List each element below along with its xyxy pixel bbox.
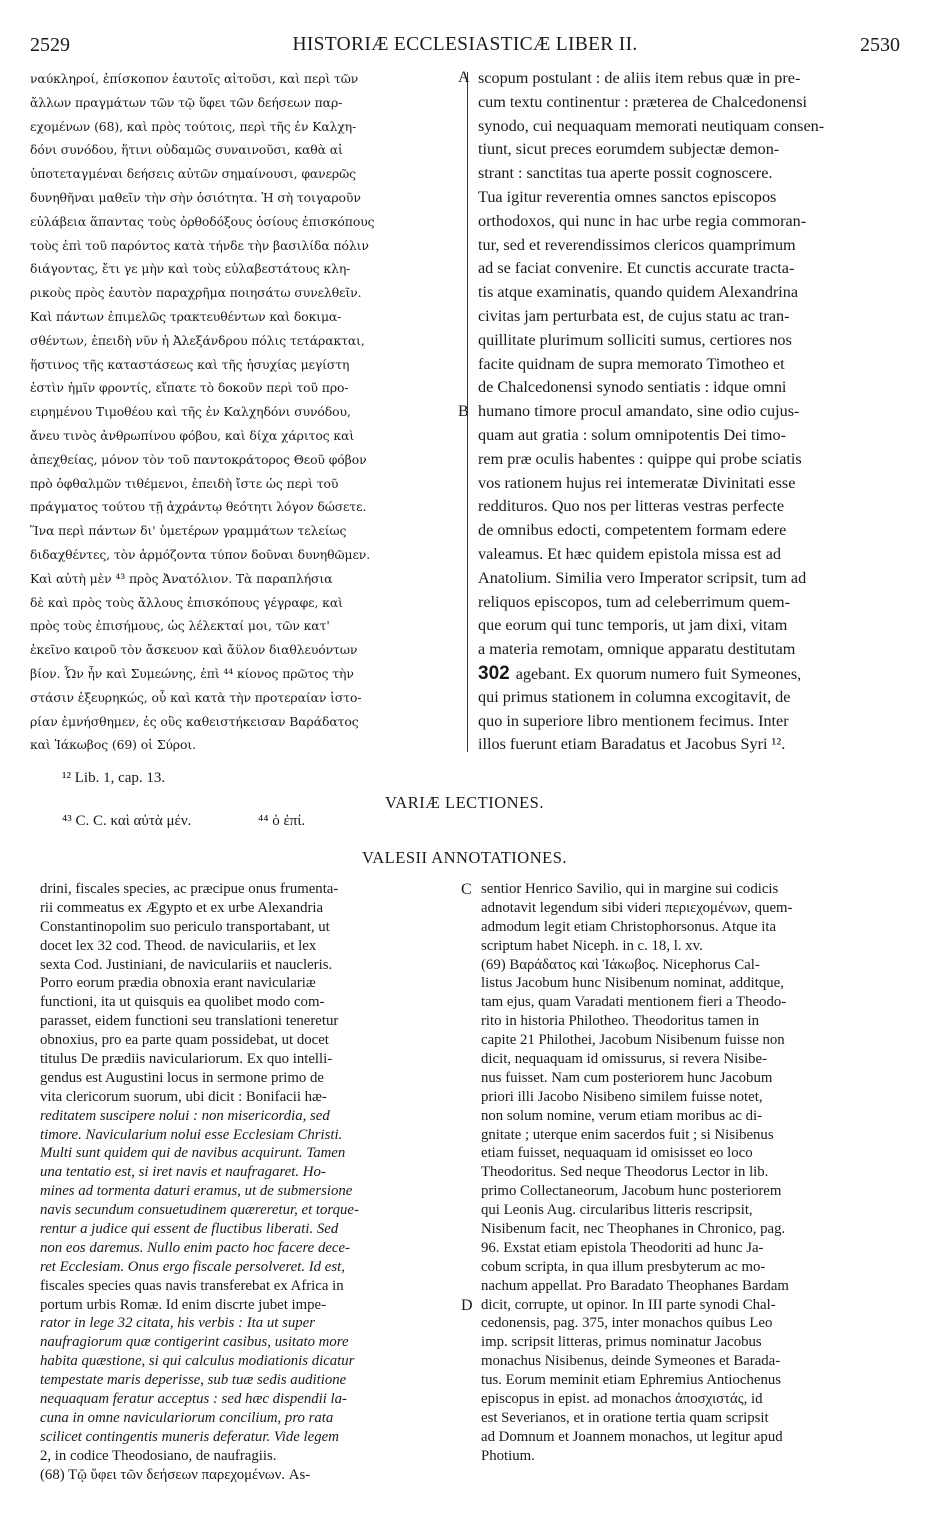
- annotation-line: rentur a judice qui essent de fluctibus liberati. Sed: [40, 1221, 339, 1238]
- greek-text-line: ρίαν ἐμνήσθημεν, ἐς οὓς καθειστήκεισαν Βαράδατος: [30, 713, 359, 729]
- greek-text-line: εὐλάβεια ἅπαντας τοὺς ὀρθοδόξους ὁσίους ἐπισκόπους: [30, 213, 375, 229]
- annotation-line: obnoxius, pro ea parte quam possidebat, ut docet: [40, 1032, 329, 1049]
- latin-text-line: tis atque examinatis, quando quidem Alexandrina: [478, 283, 799, 302]
- annotation-line: nequaquam feratur acceptus : sed hæc dispendii la-: [40, 1391, 347, 1408]
- greek-text-line: δὲ καὶ πρὸς τοὺς ἄλλους ἐπισκόπους γέγραφε, καὶ: [30, 594, 343, 610]
- latin-text-line: qui primus stationem in columna excogitavit, de: [478, 687, 791, 706]
- annotation-line: episcopus in epist. ad monachos ἀποσχιστάς, id: [481, 1391, 763, 1408]
- latin-text-line: reliquos episcopos, tum ad celeberrimum quem-: [478, 592, 790, 611]
- greek-text-line: δόνι συνόδου, ἥτινι οὐδαμῶς συναινοῦσι, καθὰ αἱ: [30, 142, 343, 158]
- annotation-line: cobum scripta, in qua illum presbyterum ac mo-: [481, 1258, 766, 1275]
- annotation-line: non solum nomine, verum etiam moribus ac di-: [481, 1107, 763, 1124]
- margin-page-number: 302: [478, 662, 510, 684]
- greek-text-line: πρὸ ὀφθαλμῶν τιθέμενοι, ἐπειδὴ ἴστε ὡς περὶ τοῦ: [30, 475, 339, 491]
- latin-text-line: reddituros. Quo nos per litteras vestras perfecte: [478, 497, 785, 516]
- annotation-line: nachum appellat. Pro Baradato Theophanes Bardam: [481, 1277, 789, 1294]
- annotation-line: Multi sunt quidem qui de navibus acquirunt. Tamen: [40, 1145, 346, 1162]
- annotation-line: scilicet contingentis muneris deferatur. Vide legem: [40, 1428, 339, 1445]
- annotations-left-column: [40, 880, 460, 1485]
- latin-text-column: [478, 67, 900, 757]
- greek-text-line: πράγματος τούτου τῇ ἀχράντῳ θεότητι λόγον δώσετε.: [30, 499, 367, 515]
- page-header: [30, 34, 900, 58]
- annotation-line: cuna in omne naviculariorum concilium, pro rata: [40, 1409, 334, 1426]
- margin-marker-a: A: [458, 69, 470, 86]
- annotation-line: tus. Eorum meminit etiam Ephremius Antiochenus: [481, 1372, 782, 1389]
- annotation-line: scriptum habet Niceph. in c. 18, l. xv.: [481, 937, 703, 954]
- greek-text-line: ὑποτεταγμέναι δεήσεις αὐτῶν σημαίνουσι, φανερῶς: [30, 166, 356, 182]
- latin-text-line: valeamus. Et hæc quidem epistola missa est ad: [478, 544, 782, 563]
- annotation-line: Photium.: [481, 1447, 535, 1464]
- latin-text-line: tur, sed et reverendissimos clericos quamprimum: [478, 235, 796, 254]
- annotation-line: fiscales species quas navis transferebat ex Africa in: [40, 1277, 344, 1294]
- greek-text-line: ειρημένου Τιμοθέου καὶ τῆς ἐν Καλχηδόνι συνόδου,: [30, 404, 351, 420]
- annotation-line: dicit, corrupte, ut opinor. In III parte synodi Chal-: [481, 1296, 776, 1313]
- annotation-line: habita quæstione, si qui calculus modiationis dicatur: [40, 1353, 355, 1370]
- latin-text-line: scopum postulant : de aliis item rebus quæ in pre-: [478, 69, 801, 87]
- greek-text-line: Καὶ πάντων ἐπιμελῶς τρακτευθέντων καὶ δοκιμα-: [30, 308, 342, 324]
- annotation-line: nus fuisset. Nam cum posteriorem hunc Jacobum: [481, 1069, 773, 1086]
- latin-text-line: vos rationem hujus rei intemeratæ Divinitati esse: [478, 473, 796, 492]
- annotation-line: portum urbis Romæ. Id enim discrte jubet impe-: [40, 1296, 327, 1313]
- greek-text-line: ρικοὺς πρὸς ἑαυτὸν παραχρῆμα ποιησάτω συνελθεῖν.: [30, 285, 362, 301]
- greek-text-line: ἄνευ τινὸς ἀνθρωπίνου φόβου, καὶ δίχα χάριτος καὶ: [30, 427, 355, 443]
- latin-text-line: de Chalcedonensi synodo sentiatis : idque omni: [478, 378, 787, 397]
- annotation-line: parasset, eidem functioni seu translationi teneretur: [40, 1013, 339, 1030]
- annotation-line: cedonensis, pag. 375, inter monachos quibus Leo: [481, 1315, 773, 1332]
- page-number-right: 2530: [860, 34, 900, 56]
- annotation-line: sentior Henrico Savilio, qui in margine sui codicis: [481, 881, 779, 897]
- annotation-line: Theodoritus. Sed neque Theodorus Lector in lib.: [481, 1164, 769, 1181]
- greek-text-line: πρὸς τοὺς ἐπισήμους, ὡς λέλεκταί μοι, τῶν κατ': [30, 618, 330, 634]
- annotation-line: qui Leonis Aug. circularibus litteris rescripsit,: [481, 1202, 753, 1219]
- annotation-line: navis secundum consuetudinem quæreretur, et torque-: [40, 1202, 359, 1219]
- annotation-line: titulus De prædiis naviculariorum. Ex quo intelli-: [40, 1051, 333, 1068]
- latin-text-line: que eorum qui tunc temporis, ut jam dixi, vitam: [478, 616, 788, 635]
- greek-text-line: ναύκληροί, ἐπίσκοπον ἑαυτοῖς αἰτοῦσι, καὶ περὶ τῶν: [30, 71, 359, 86]
- annotation-line: admodum legit etiam Christophorsonus. Atque ita: [481, 918, 777, 935]
- annotations-right-column: [481, 880, 901, 1466]
- annotation-line: rito in historia Philotheo. Theodoritus tamen in: [481, 1013, 759, 1030]
- annotation-line: sexta Cod. Justiniani, de naviculariis et naucleris.: [40, 956, 333, 973]
- annotation-line: Porro eorum prædia obnoxia erant naviculariæ: [40, 975, 316, 992]
- latin-text-line: strant : sanctitas tua aperte possit cognoscere.: [478, 164, 773, 183]
- variae-lectiones-title: VARIÆ LECTIONES.: [385, 793, 544, 812]
- greek-text-line: εχομένων (68), καὶ πρὸς τούτοις, περὶ τῆς ἐν Καλχη-: [30, 118, 357, 134]
- latin-text-line: quam aut gratia : solum omnipotentis Dei timo-: [478, 425, 786, 444]
- greek-text-column: [30, 67, 462, 757]
- footnote-latin: ¹² Lib. 1, cap. 13.: [62, 770, 166, 786]
- latin-text-line: de omnibus edocti, competentem formam edere: [478, 521, 787, 540]
- greek-text-line: ἐκεῖνο καιροῦ τὸν ἄσκευον καὶ ἄϋλον διαθλευόντων: [30, 642, 358, 658]
- greek-text-line: διάγοντας, ἔτι γε μὴν καὶ τοὺς εὐλαβεστάτους κλη-: [30, 261, 351, 277]
- latin-text-line: 302 agebant. Ex quorum numero fuit Symeones,: [478, 662, 802, 684]
- annotation-line: est Severianos, et in oratione tertia quam scripsit: [481, 1409, 769, 1426]
- annotation-line: Constantinopolim suo periculo transportabant, ut: [40, 918, 330, 935]
- latin-text-line: civitas jam perturbata est, de cujus statu ac tran-: [478, 306, 790, 325]
- annotation-line: primo Collectaneorum, Jacobum hunc posteriorem: [481, 1183, 782, 1200]
- annotation-line: gnitate ; uterque enim sacerdos fuit ; si Nisibenus: [481, 1126, 774, 1143]
- annotation-line: 2, in codice Theodosiano, de naufragiis.: [40, 1447, 277, 1464]
- annotation-line: gendus est Augustini locus in sermone primo de: [40, 1069, 324, 1086]
- greek-text-line: τοὺς ἐπὶ τοῦ παρόντος κατὰ τήνδε τὴν βασιλίδα πόλιν: [30, 237, 369, 253]
- annotation-line: una tentatio est, si iret navis et naufragaret. Ho-: [40, 1164, 326, 1181]
- greek-text-line: ἥστινος τῆς καταστάσεως καὶ τῆς ἡσυχίας μεγίστη: [30, 356, 350, 372]
- latin-text-line: synodo, cui nequaquam memorati neutiquam consen-: [478, 116, 825, 135]
- latin-text-line: Tua igitur reverentia omnes sanctos episcopos: [478, 187, 777, 206]
- greek-text-line: διδαχθέντες, τὸν ἁρμόζοντα τύπον δοῦναι δυνηθῶμεν.: [30, 546, 371, 562]
- annotation-line: mines ad tormenta daturi eramus, ut de submersione: [40, 1183, 353, 1200]
- annotation-line: ret Ecclesiam. Onus ergo fiscale persolveret. Id est,: [40, 1258, 345, 1275]
- margin-marker-d: D: [461, 1297, 473, 1314]
- latin-text-line: orthodoxos, qui nunc in hac urbe regia commoran-: [478, 211, 807, 230]
- annotation-line: reditatem suscipere nolui : non misericordia, sed: [40, 1107, 330, 1124]
- annotation-line: (69) Βαράδατος καὶ Ἰάκωβος. Nicephorus Cal-: [481, 956, 760, 973]
- annotation-line: functioni, ita ut quisquis ea quolibet modo com-: [40, 994, 325, 1011]
- latin-text-line: tiunt, sicut preces eorumdem subjectæ demon-: [478, 140, 780, 159]
- annotation-line: listus Jacobum hunc Nisibenum nominat, additque,: [481, 975, 784, 992]
- latin-text-line: cum textu continentur : præterea de Chalcedonensi: [478, 92, 808, 111]
- footnote-greek-a: ⁴³ C. C. καὶ αὐτὰ μέν.: [62, 813, 192, 829]
- latin-text-line: humano timore procul amandato, sine odio cujus-: [478, 402, 800, 421]
- annotation-line: docet lex 32 cod. Theod. de naviculariis, et lex: [40, 937, 317, 954]
- annotation-line: dicit, nequaquam id omissurus, si revera Nisibe-: [481, 1051, 768, 1068]
- margin-marker-c: C: [461, 881, 472, 898]
- annotation-line: non eos daremus. Nullo enim pacto hoc facere dece-: [40, 1239, 350, 1256]
- annotation-line: vita clericorum suorum, ubi dicit : Bonifacii hæ-: [40, 1088, 327, 1105]
- greek-text-line: σθέντων, ἐπειδὴ νῦν ἡ Ἀλεξάνδρου πόλις τετάρακται,: [30, 332, 365, 348]
- annotation-line: (68) Τῷ ὕφει τῶν δεήσεων παρεχομένων. As-: [40, 1466, 311, 1483]
- greek-text-line: δυνηθῆναι μαθεῖν τὴν σὴν ὁσιότητα. Ἡ σὴ τοιγαροῦν: [30, 189, 361, 205]
- annotation-line: adnotavit legendum sibi videri περιεχομένων, quem-: [481, 899, 793, 916]
- latin-text-line: quillitate plurimum solliciti sumus, certiores nos: [478, 330, 792, 349]
- greek-text-line: στάσιν ἐξευρηκώς, οὗ καὶ κατὰ τὴν προτεραίαν ἱστο-: [30, 689, 362, 705]
- annotation-line: rator in lege 32 citata, his verbis : Ita ut super: [40, 1315, 315, 1332]
- annotation-line: monachus Nisibenus, deinde Symeones et Barada-: [481, 1353, 781, 1370]
- annotation-line: Nisibenum facit, nec Theophanes in Chronico, pag.: [481, 1221, 786, 1238]
- greek-text-line: καὶ Ἰάκωβος (69) οἱ Σύροι.: [30, 737, 196, 753]
- footnote-greek-b: ⁴⁴ ὁ ἐπί.: [258, 813, 306, 829]
- annotation-line: capite 21 Philothei, Jacobum Nisibenum fuisse non: [481, 1032, 785, 1049]
- latin-text-line: facite quidnam de supra memorato Timotheo et: [478, 354, 785, 373]
- annotation-line: priori illi Jacobo Nisibeno similem fuisse notet,: [481, 1088, 763, 1105]
- annotation-line: 96. Exstat etiam epistola Theodoriti ad hunc Ja-: [481, 1239, 764, 1256]
- latin-text-line: ad se faciat convenire. Et cunctis accurate tracta-: [478, 259, 795, 278]
- greek-text-line: ἄλλων πραγμάτων τῶν τῷ ὕφει τῶν δεήσεων παρ-: [30, 94, 343, 110]
- page-number-left: 2529: [30, 34, 70, 56]
- valesii-annotationes-title: VALESII ANNOTATIONES.: [361, 848, 568, 867]
- annotation-line: timore. Navicularium nolui esse Ecclesiam Christi.: [40, 1126, 343, 1143]
- greek-text-line: Καὶ αὐτὴ μὲν ⁴³ πρὸς Ἀνατόλιον. Τὰ παραπλήσια: [30, 570, 333, 586]
- annotation-line: imp. scripsit litteras, primus nominatur Jacobus: [481, 1334, 762, 1351]
- greek-text-line: ἀπεχθείας, μόνον τὸν τοῦ παντοκράτορος Θεοῦ φόβον: [30, 451, 367, 467]
- running-title: HISTORIÆ ECCLESIASTICÆ LIBER II.: [292, 34, 638, 55]
- annotation-line: tempestate maris deperisse, sub tuæ sedis auditione: [40, 1372, 347, 1389]
- greek-text-line: Ἵνα περὶ πάντων δι' ὑμετέρων γραμμάτων τελείως: [30, 523, 347, 539]
- latin-text-line: rem præ oculis habentes : quippe qui probe sciatis: [478, 449, 802, 468]
- latin-text-line: a materia remotam, omnique apparatu destitutam: [478, 640, 796, 659]
- greek-text-line: ἐστὶν ἡμῖν φροντίς, εἴπατε τὸ δοκοῦν περὶ τοῦ προ-: [30, 380, 349, 396]
- greek-text-line: βίον. Ὧν ἦν καὶ Συμεώνης, ἐπὶ ⁴⁴ κίονος πρῶτος τὴν: [30, 665, 354, 681]
- annotation-line: naufragiorum quæ contigerint casibus, usitato more: [40, 1334, 349, 1351]
- annotation-line: ad Domnum et Joannem monachos, ut legitur apud: [481, 1428, 783, 1445]
- annotation-line: etiam fuisset, nequaquam id omisisset eo loco: [481, 1145, 753, 1162]
- latin-text-line: illos fuerunt etiam Baradatus et Jacobus Syri ¹².: [478, 735, 786, 754]
- annotation-line: rii commeatus ex Ægypto et ex urbe Alexandria: [40, 899, 324, 916]
- annotation-line: tam ejus, quam Varadati mentionem fieri a Theodo-: [481, 994, 787, 1011]
- latin-text-line: quo in superiore libro mentionem fecimus. Inter: [478, 711, 789, 730]
- margin-marker-b: B: [458, 403, 469, 420]
- annotation-line: drini, fiscales species, ac præcipue onus frumenta-: [40, 881, 339, 897]
- latin-text-line: Anatolium. Similia vero Imperator scripsit, tum ad: [478, 568, 807, 587]
